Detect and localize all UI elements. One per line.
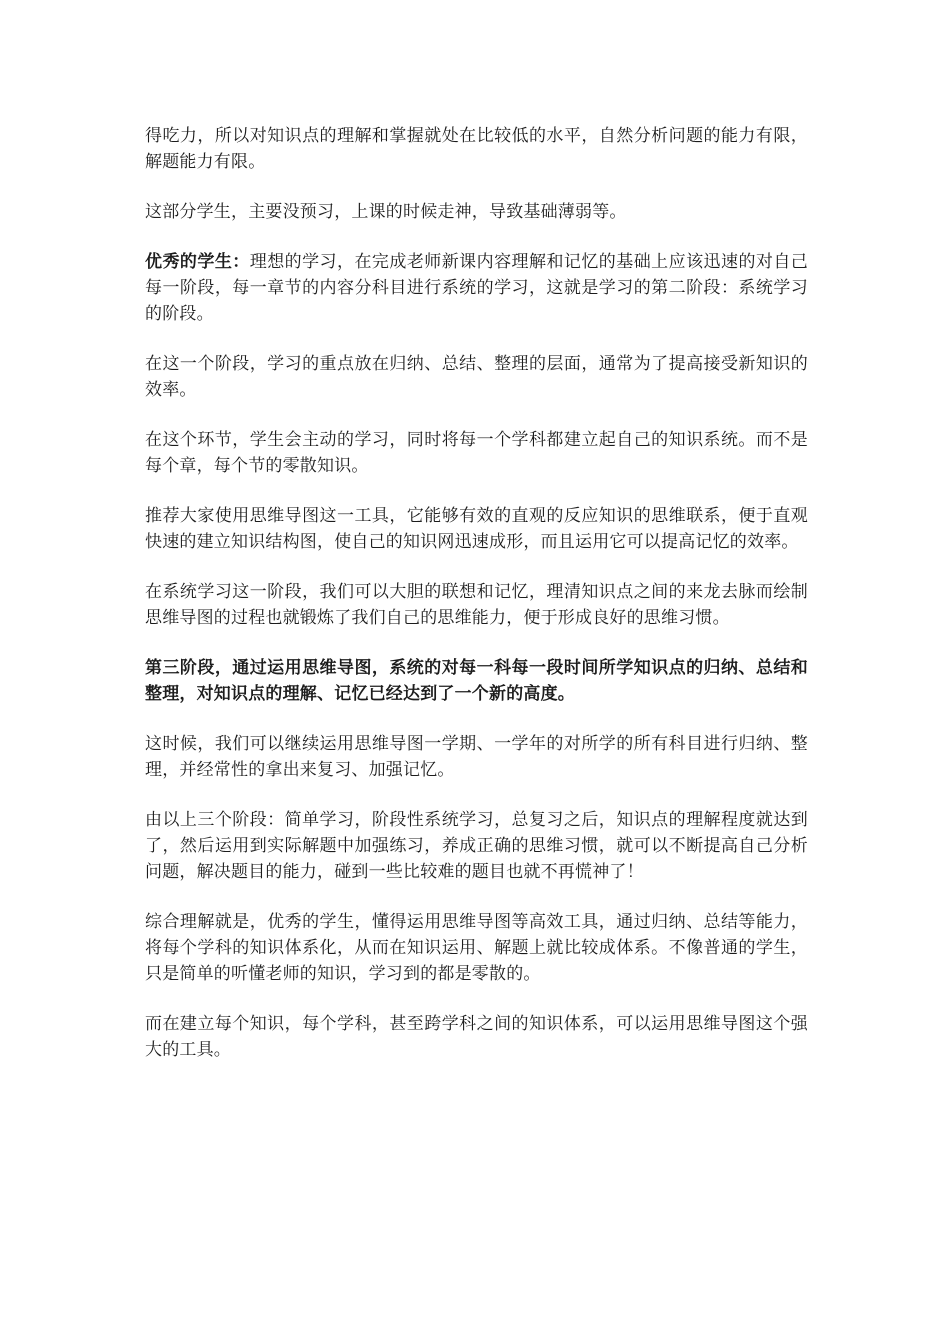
paragraph-8-highlight <box>145 655 808 707</box>
document-body <box>145 123 808 1087</box>
paragraph-11-text: 综合理解就是，优秀的学生，懂得运用思维导图等高效工具，通过归纳、总结等能力，将每个学科的知识体系化，从而在知识运用、解题上就比较成体系。不像普通的学生，只是简单的听懂老师的知识，学习到的都是零散的。 <box>145 912 808 984</box>
paragraph-9-text: 这时候，我们可以继续运用思维导图一学期、一学年的对所学的所有科目进行归纳、整理，并经常性的拿出来复习、加强记忆。 <box>145 734 808 780</box>
paragraph-3-text: 理想的学习，在完成老师新课内容理解和记忆的基础上应该迅速的对自己每一阶段，每一章节的内容分科目进行系统的学习，这就是学习的第二阶段：系统学习的阶段。 <box>145 252 809 324</box>
paragraph-8-lead: 第三阶段，通过运用思维导图，系统的对每一科每一段时间所学知识点的归纳、总结和整理，对知识点的理解、记忆已经达到了一个新的高度。 <box>145 658 808 704</box>
paragraph-2-text: 这部分学生，主要没预习，上课的时候走神，导致基础薄弱等。 <box>145 202 627 222</box>
paragraph-12 <box>145 1011 808 1063</box>
paragraph-9 <box>145 731 808 783</box>
paragraph-3 <box>145 249 808 327</box>
paragraph-5 <box>145 427 808 479</box>
paragraph-12-text: 而在建立每个知识，每个学科，甚至跨学科之间的知识体系，可以运用思维导图这个强大的工具。 <box>145 1014 808 1060</box>
paragraph-3-lead: 优秀的学生： <box>145 252 250 272</box>
paragraph-5-text: 在这个环节，学生会主动的学习，同时将每一个学科都建立起自己的知识系统。而不是每个章，每个节的零散知识。 <box>145 430 808 476</box>
paragraph-2 <box>145 199 808 225</box>
paragraph-11 <box>145 909 808 987</box>
paragraph-10-text: 由以上三个阶段：简单学习，阶段性系统学习，总复习之后，知识点的理解程度就达到了，然后运用到实际解题中加强练习，养成正确的思维习惯，就可以不断提高自己分析问题，解决题目的能力，碰到一些比较难的题目也就不再慌神了！ <box>145 810 808 882</box>
paragraph-6 <box>145 503 808 555</box>
paragraph-1 <box>145 123 808 175</box>
paragraph-10 <box>145 807 808 885</box>
paragraph-7 <box>145 579 808 631</box>
paragraph-4 <box>145 351 808 403</box>
paragraph-6-text: 推荐大家使用思维导图这一工具，它能够有效的直观的反应知识的思维联系，便于直观快速的建立知识结构图，使自己的知识网迅速成形，而且运用它可以提高记忆的效率。 <box>145 506 808 552</box>
paragraph-1-text: 得吃力，所以对知识点的理解和掌握就处在比较低的水平，自然分析问题的能力有限，解题能力有限。 <box>145 126 808 172</box>
paragraph-4-text: 在这一个阶段，学习的重点放在归纳、总结、整理的层面，通常为了提高接受新知识的效率。 <box>145 354 808 400</box>
paragraph-7-text: 在系统学习这一阶段，我们可以大胆的联想和记忆，理清知识点之间的来龙去脉而绘制思维导图的过程也就锻炼了我们自己的思维能力，便于形成良好的思维习惯。 <box>145 582 808 628</box>
